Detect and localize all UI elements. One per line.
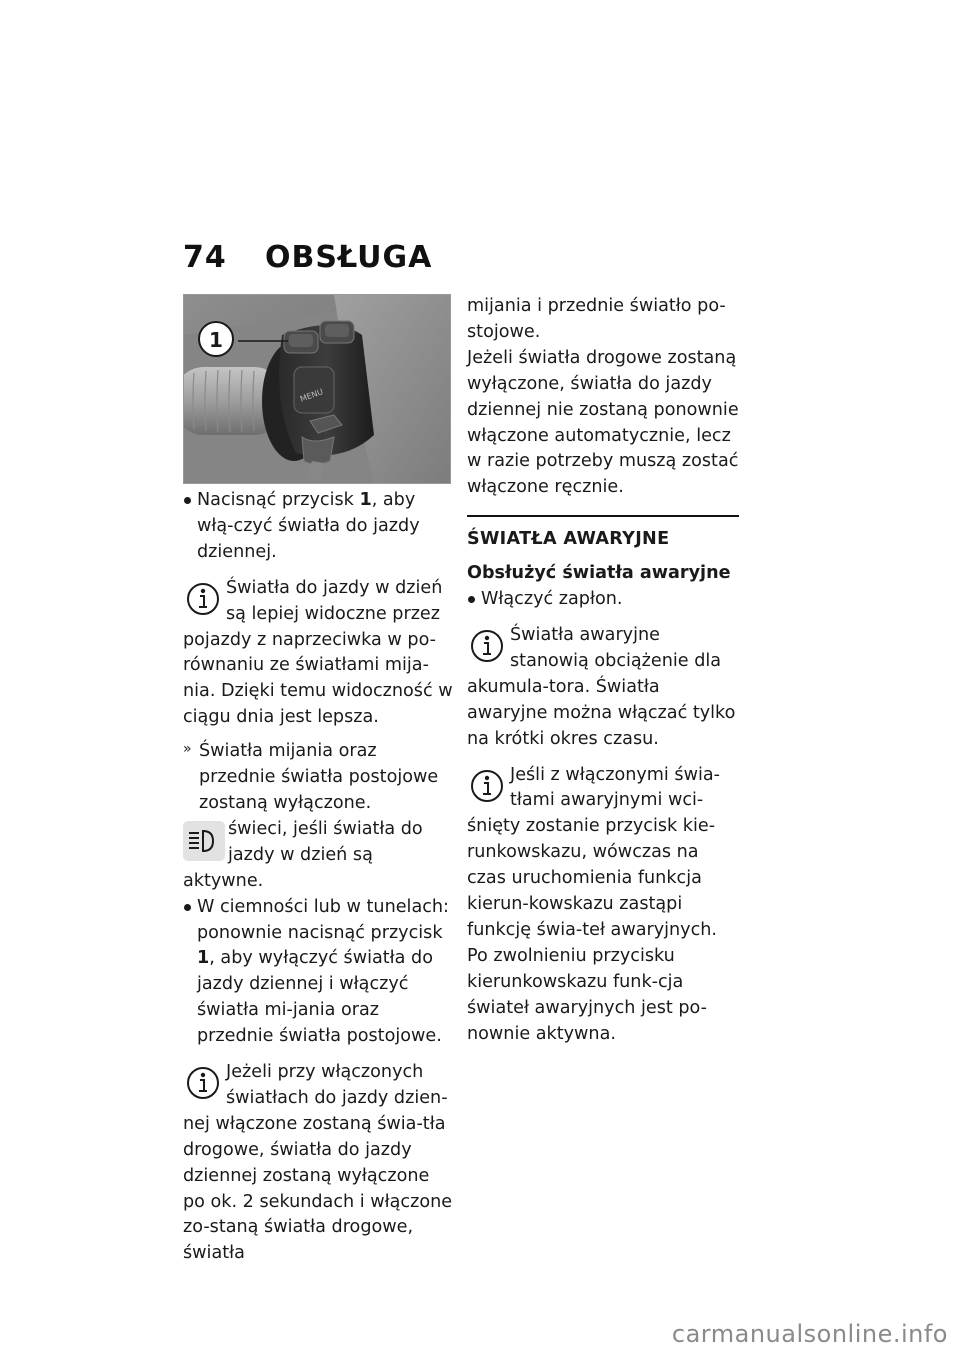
- page-title: OBSŁUGA: [265, 240, 433, 275]
- result-item: » Światła mijania oraz przednie światła postojowe zostaną wyłączone.: [183, 741, 439, 813]
- section-divider: [467, 515, 739, 517]
- handlebar-switch-figure: [183, 294, 451, 484]
- list-item: Włączyć zapłon.: [467, 587, 739, 613]
- continued-text: mijania i przednie światło po-stojowe.: [467, 296, 726, 342]
- paragraph: Jeżeli światła drogowe zostaną wyłączone, światła do jazdy dziennej nie zostaną ponownie włączone automatycznie, lecz w razie potrzeby muszą zostać włączone ręcznie.: [467, 347, 739, 498]
- indicator-note: świeci, jeśli światła do jazdy w dzień są aktywne.: [183, 818, 423, 891]
- callout-1: 1: [209, 328, 223, 352]
- list-item: Nacisnąć przycisk 1, aby włą-czyć światła do jazdy dziennej.: [183, 488, 453, 566]
- page-number: 74: [183, 240, 227, 275]
- section-title: ŚWIATŁA AWARYJNE: [467, 529, 670, 550]
- menu-button-label: MENU: [298, 387, 325, 404]
- page-header: [183, 240, 432, 275]
- info-note: Jeżeli przy włączonych światłach do jazdy dzien-nej włączone zostaną świa-tła drogowe, światła do jazdy dziennej zostaną wyłączone po ok. 2 sekundach i włączone zo-staną światła drogowe, światła: [183, 1062, 453, 1264]
- info-note: Jeśli z włączonymi świa-tłami awaryjnymi wci-śnięty zostanie przycisk kie-runkowskazu, wówczas na czas uruchomienia funkcja kierun-kowskazu zastąpi funkcję świa-teł awaryjnych. Po zwolnieniu przycisku kierunkowskazu funk-cja świateł awaryjnych jest po-nownie aktywna.: [467, 764, 720, 1044]
- info-note: Światła awaryjne stanowią obciążenie dla akumula-tora. Światła awaryjne można włączać tylko na krótki okres czasu.: [467, 624, 736, 749]
- info-icon: [467, 765, 507, 807]
- subheading: Obsłużyć światła awaryjne: [467, 563, 731, 584]
- list-item: W ciemności lub w tunelach: ponownie nacisnąć przycisk 1, aby wyłączyć światła do jazdy dziennej i włączyć światła mi-jania oraz przednie światła postojowe.: [183, 895, 453, 1050]
- watermark: carmanualsonline.info: [671, 1320, 948, 1348]
- daytime-running-light-indicator-icon: [183, 821, 225, 861]
- handlebar-switch-illustration: [184, 295, 451, 484]
- info-icon: [183, 1062, 223, 1104]
- info-icon: [467, 625, 507, 667]
- info-note: Światła do jazdy w dzień są lepiej widoczne przez pojazdy z naprzeciwka w po-równaniu ze światłami mija-nia. Dzięki temu widoczność w ciągu dnia jest lepsza.: [183, 577, 453, 728]
- info-icon: [183, 578, 223, 620]
